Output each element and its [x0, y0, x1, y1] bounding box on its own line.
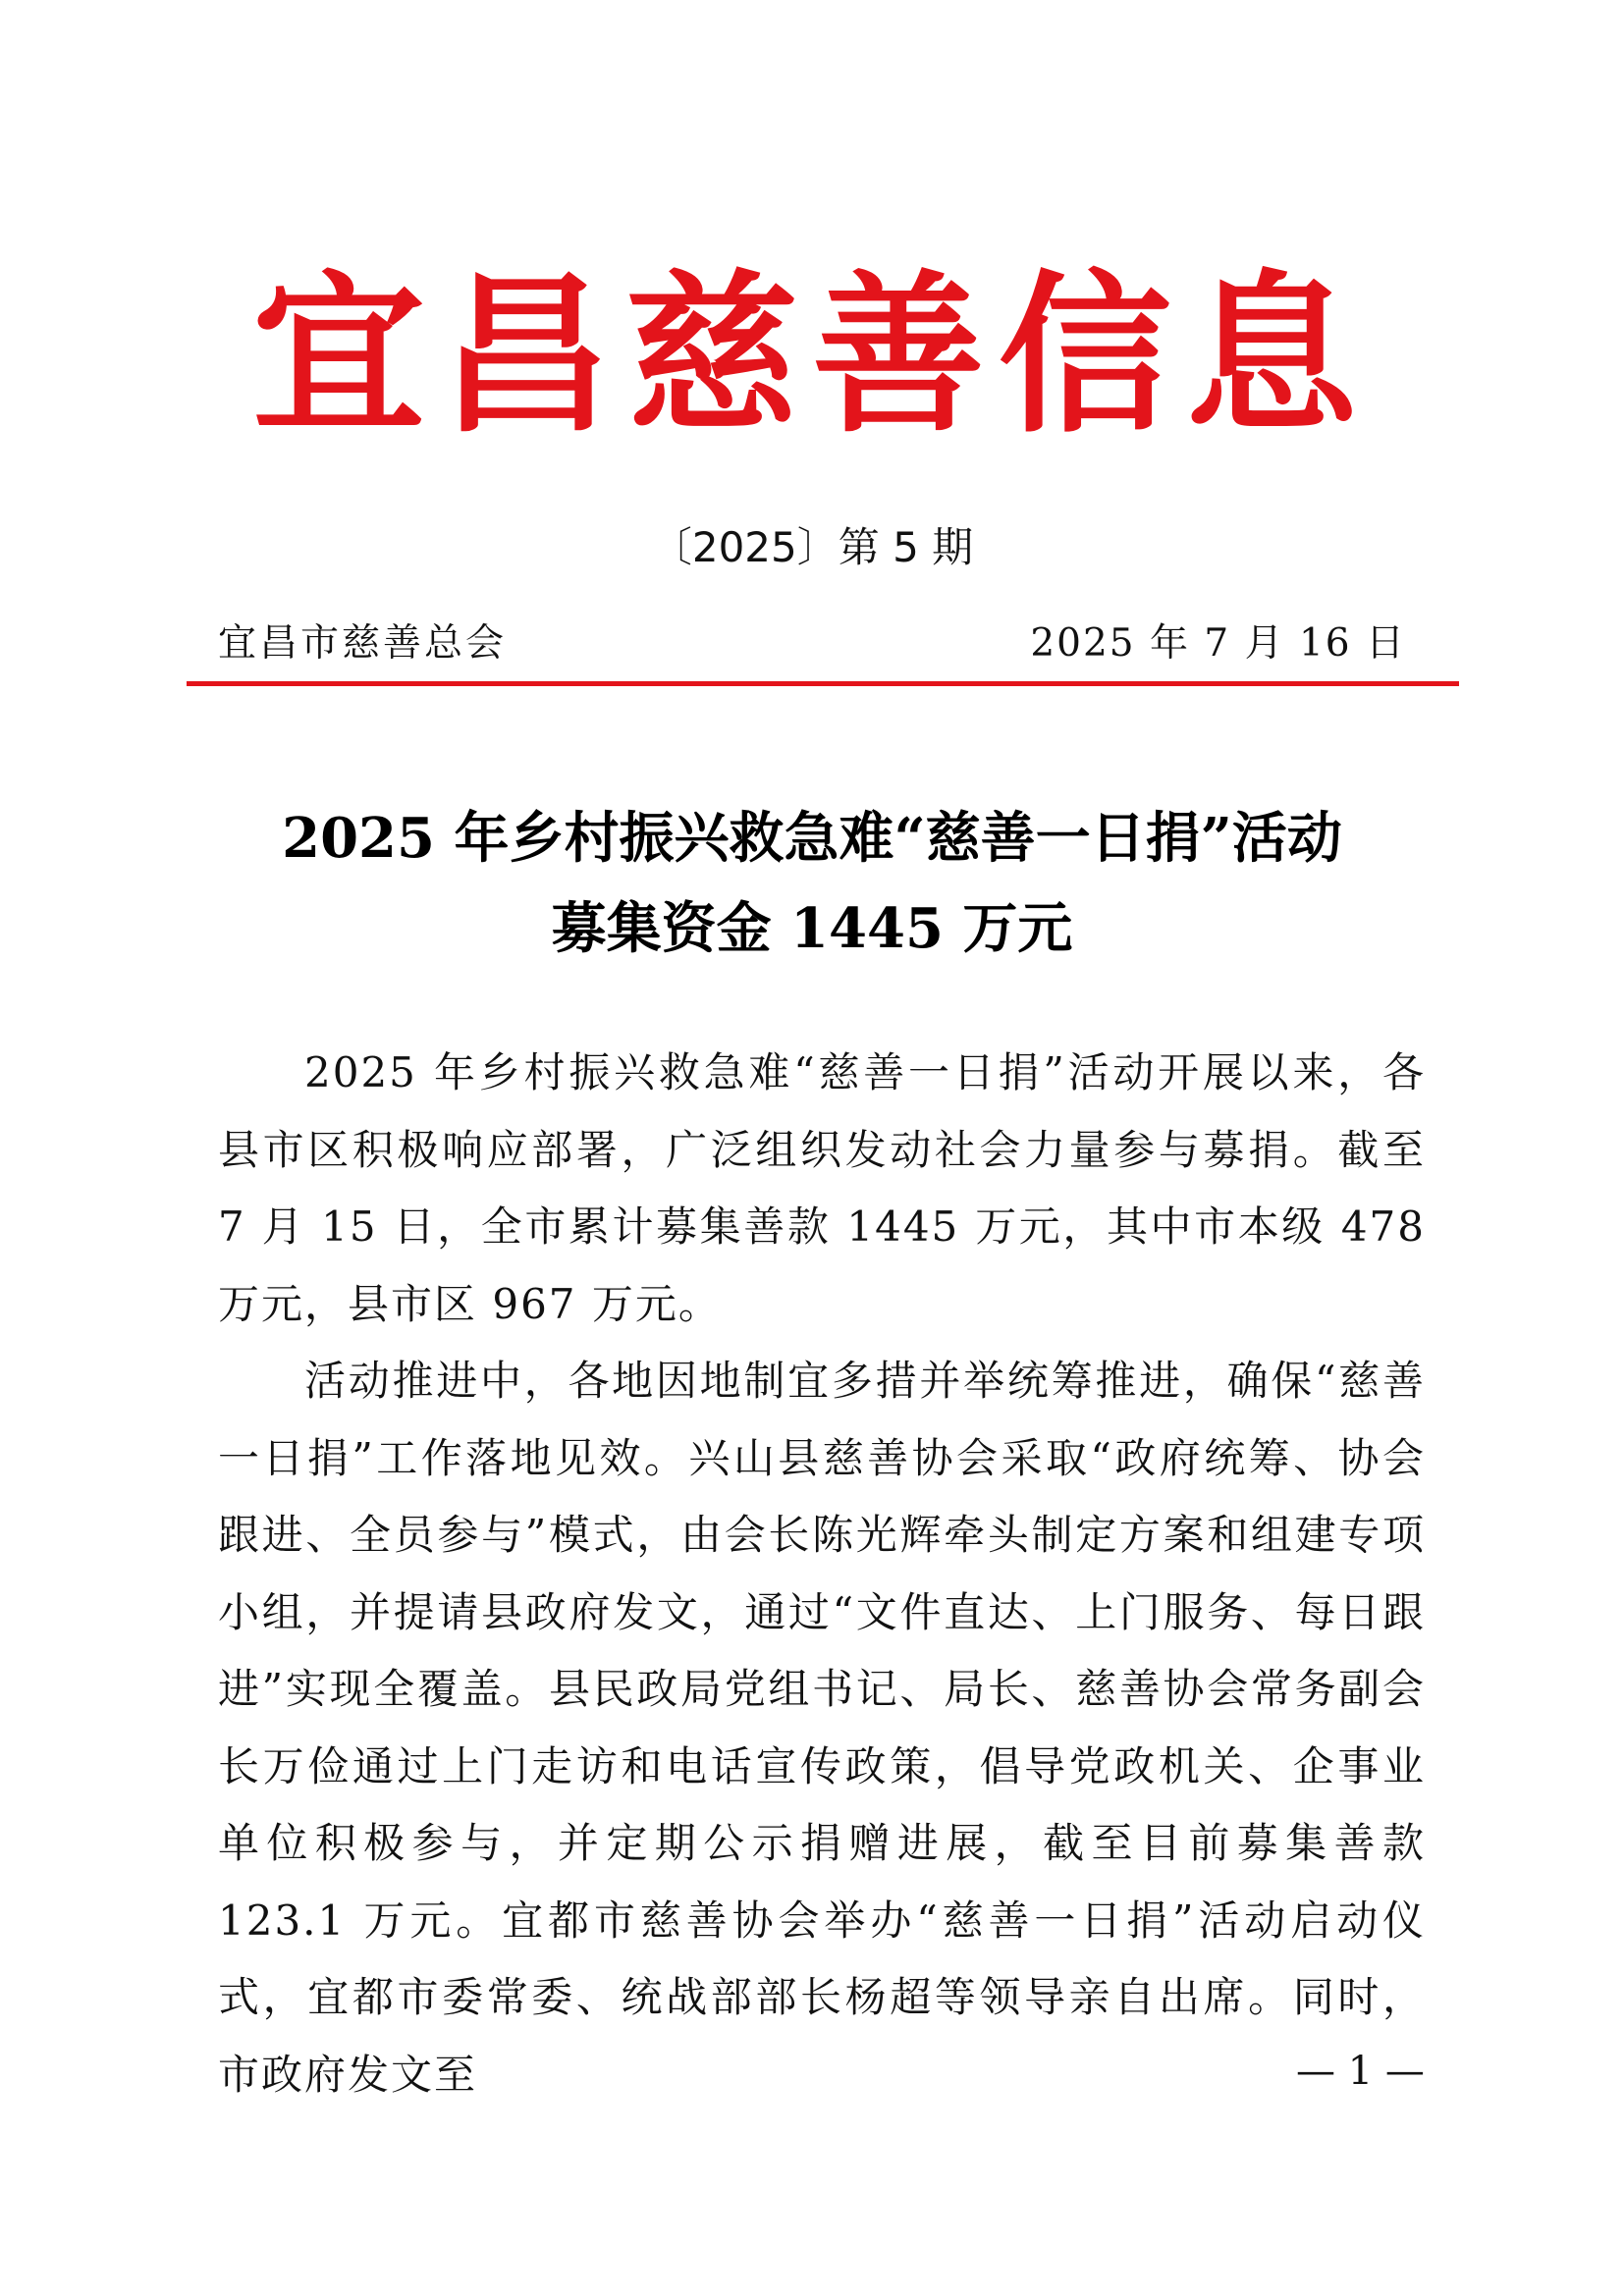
article-paragraph-1: 2025 年乡村振兴救急难“慈善一日捐”活动开展以来，各县市区积极响应部署，广泛组织发动社会力量参与募捐。截至 7 月 15 日，全市累计募集善款 1445 万元，其中市本级 478 万元，县市区 967 万元。	[218, 1048, 1426, 1328]
article-body	[218, 1035, 1426, 2113]
issue-number: 〔2025〕第 5 期	[650, 523, 974, 571]
red-divider-line	[187, 681, 1459, 686]
article-paragraph-2: 活动推进中，各地因地制宜多措并举统筹推进，确保“慈善一日捐”工作落地见效。兴山县慈善协会采取“政府统筹、协会跟进、全员参与”模式，由会长陈光辉牵头制定方案和组建专项小组，并提请县政府发文，通过“文件直达、上门服务、每日跟进”实现全覆盖。县民政局党组书记、局长、慈善协会常务副会长万俭通过上门走访和电话宣传政策，倡导党政机关、企事业单位积极参与，并定期公示捐赠进展，截至目前募集善款 123.1 万元。宜都市慈善协会举办“慈善一日捐”活动启动仪式，宜都市委常委、统战部部长杨超等领导亲自出席。同时，市政府发文至	[218, 1357, 1426, 2099]
issuing-organization: 宜昌市慈善总会	[218, 621, 508, 666]
article-title-line-1: 2025 年乡村振兴救急难“慈善一日捐”活动	[282, 806, 1342, 871]
article-title	[147, 793, 1477, 974]
article-title-line-2: 募集资金 1445 万元	[551, 896, 1073, 961]
page-number: — 1 —	[1296, 2049, 1425, 2094]
issue-date: 2025 年 7 月 16 日	[1030, 621, 1406, 666]
masthead-title: 宜昌慈善信息	[251, 253, 1372, 456]
